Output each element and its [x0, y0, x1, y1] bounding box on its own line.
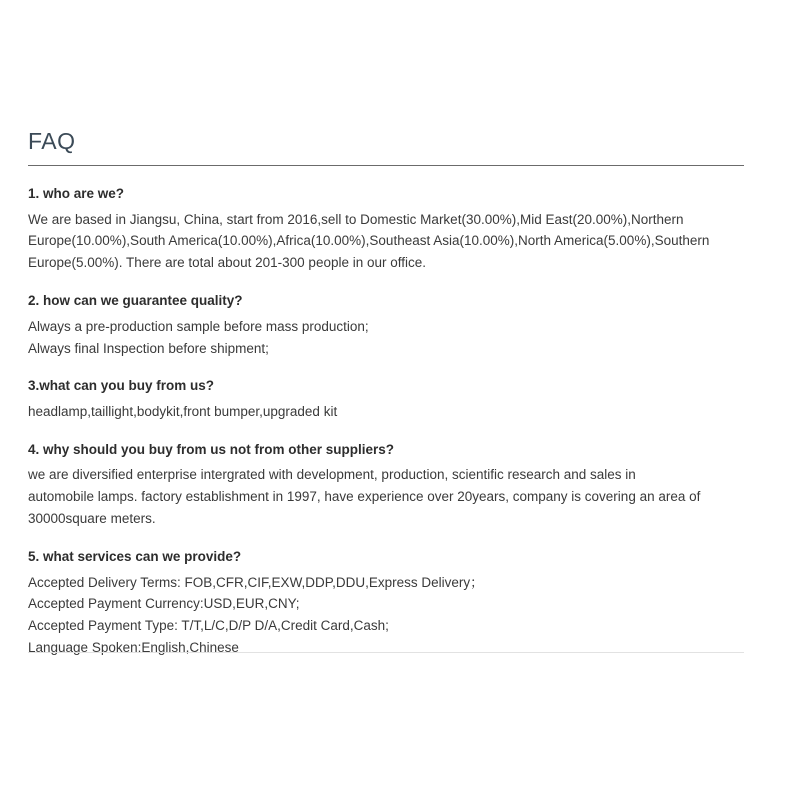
- faq-question: 2. how can we guarantee quality?: [28, 293, 243, 309]
- faq-answer-line: Accepted Delivery Terms: FOB,CFR,CIF,EXW,DDP,DDU,Express Delivery；: [28, 574, 484, 590]
- faq-answer-line: Always a pre-production sample before mass production;: [28, 318, 369, 334]
- faq-answer-line: Accepted Payment Currency:USD,EUR,CNY;: [28, 596, 300, 612]
- faq-answer-line: Europe(5.00%). There are total about 201-300 people in our office.: [28, 255, 427, 271]
- faq-answer-line: Language Spoken:English,Chinese: [28, 640, 239, 656]
- title-divider: [28, 165, 744, 166]
- faq-question: 3.what can you buy from us?: [28, 378, 215, 394]
- faq-answer: [28, 316, 744, 360]
- faq-section: [28, 128, 744, 676]
- faq-answer: [28, 572, 744, 659]
- page-title: FAQ: [28, 128, 76, 154]
- faq-answer-line: automobile lamps. factory establishment in 1997, have experience over 20years, company is covering an area of: [28, 489, 701, 505]
- faq-item-3: [28, 376, 744, 422]
- faq-question: 1. who are we?: [28, 186, 125, 201]
- footer-divider: [28, 652, 744, 653]
- faq-question: 4. why should you buy from us not from other suppliers?: [28, 441, 395, 457]
- faq-answer: [28, 464, 744, 530]
- faq-item-2: [28, 291, 744, 359]
- faq-item-1: [28, 184, 744, 274]
- faq-answer: [28, 209, 744, 275]
- faq-item-5: [28, 547, 744, 659]
- faq-question: 5. what services can we provide?: [28, 548, 242, 564]
- faq-answer-line: 30000square meters.: [28, 511, 156, 527]
- faq-answer-line: headlamp,taillight,bodykit,front bumper,upgraded kit: [28, 403, 338, 419]
- faq-item-4: [28, 440, 744, 530]
- faq-answer-line: we are diversified enterprise intergrated with development, production, scientific research and sales in: [28, 467, 636, 483]
- faq-answer-line: Europe(10.00%),South America(10.00%),Africa(10.00%),Southeast Asia(10.00%),North America(5.00%),Southern: [28, 233, 710, 249]
- faq-answer-line: Always final Inspection before shipment;: [28, 340, 269, 356]
- faq-answer: [28, 401, 744, 423]
- faq-answer-line: We are based in Jiangsu, China, start from 2016,sell to Domestic Market(30.00%),Mid East(20.00%),Northern: [28, 211, 684, 227]
- faq-answer-line: Accepted Payment Type: T/T,L/C,D/P D/A,Credit Card,Cash;: [28, 618, 389, 634]
